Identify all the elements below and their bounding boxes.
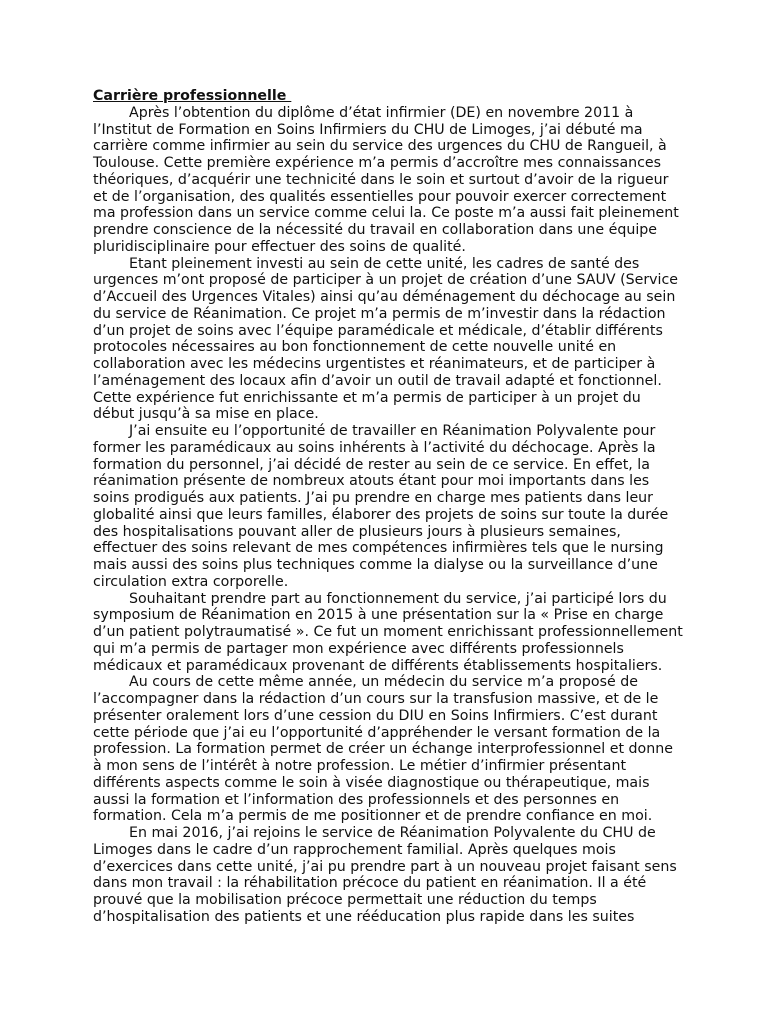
- paragraph-5: Au cours de cette même année, un médecin du service m’a proposé de l’accompagner dans la rédaction d’un cours sur la transfusion massive, et de le présenter oralement lors d’une cession du DIU en Soins Infirmiers. C’est durant cette période que j’ai eu l’opportunité d’appréhender le versant formation de la profession. La formation permet de créer un échange interprofessionnel et donne à mon sens de l’intérêt à notre profession. Le métier d’infirmier présentant différents aspects comme le soin à visée diagnostique ou thérapeutique, mais aussi la formation et l’information des professionnels et des personnes en formation. Cela m’a permis de me positionner et de prendre confiance en moi.: [93, 674, 673, 825]
- section-title: Carrière professionnelle: [93, 88, 292, 104]
- document-page: [93, 88, 683, 926]
- paragraph-4: Souhaitant prendre part au fonctionnement du service, j’ai participé lors du symposium de Réanimation en 2015 à une présentation sur la « Prise en charge d’un patient polytraumatisé ». Ce fut un moment enrichissant professionnellement qui m’a permis de partager mon expérience avec différents professionnels médicaux et paramédicaux provenant de différents établissements hospitaliers.: [93, 590, 683, 674]
- paragraph-3: J’ai ensuite eu l’opportunité de travailler en Réanimation Polyvalente pour former les paramédicaux au soins inhérents à l’activité du déchocage. Après la formation du personnel, j’ai décidé de rester au sein de ce service. En effet, la réanimation présente de nombreux atouts étant pour moi importants dans les soins prodigués aux patients. J’ai pu prendre en charge mes patients dans leur globalité ainsi que leurs familles, élaborer des projets de soins sur toute la durée des hospitalisations pouvant aller de plusieurs jours à plusieurs semaines, effectuer des soins relevant de mes compétences infirmières tels que le nursing mais aussi des soins plus techniques comme la dialyse ou la surveillance d’une circulation extra corporelle.: [93, 423, 669, 590]
- paragraph-2: Etant pleinement investi au sein de cette unité, les cadres de santé des urgences m’ont proposé de participer à un projet de création d’une SAUV (Service d’Accueil des Urgences Vitales) ainsi qu’au déménagement du déchocage au sein du service de Réanimation. Ce projet m’a permis de m’investir dans la rédaction d’un projet de soins avec l’équipe paramédicale et médicale, d’établir différents protocoles nécessaires au bon fonctionnement de cette nouvelle unité en collaboration avec les médecins urgentistes et réanimateurs, et de participer à l’aménagement des locaux afin d’avoir un outil de travail adapté et fonctionnel. Cette expérience fut enrichissante et m’a permis de participer à un projet du début jusqu’à sa mise en place.: [93, 255, 679, 423]
- paragraph-1: Après l’obtention du diplôme d’état infirmier (DE) en novembre 2011 à l’Institut de Formation en Soins Infirmiers du CHU de Limoges, j’ai débuté ma carrière comme infirmier au sein du service des urgences du CHU de Rangueil, à Toulouse. Cette première expérience m’a permis d’accroître mes connaissances théoriques, d’acquérir une technicité dans le soin et surtout d’avoir de la rigueur et de l’organisation, des qualités essentielles pour pouvoir exercer correctement ma profession dans un service comme celui la. Ce poste m’a aussi fait pleinement prendre conscience de la nécessité du travail en collaboration dans une équipe pluridisciplinaire pour effectuer des soins de qualité.: [93, 104, 679, 255]
- paragraph-6: En mai 2016, j’ai rejoins le service de Réanimation Polyvalente du CHU de Limoges dans le cadre d’un rapprochement familial. Après quelques mois d’exercices dans cette unité, j’ai pu prendre part à un nouveau projet faisant sens dans mon travail : la réhabilitation précoce du patient en réanimation. Il a été prouvé que la mobilisation précoce permettait une réduction du temps d’hospitalisation des patients et une rééducation plus rapide dans les suites: [93, 825, 677, 925]
